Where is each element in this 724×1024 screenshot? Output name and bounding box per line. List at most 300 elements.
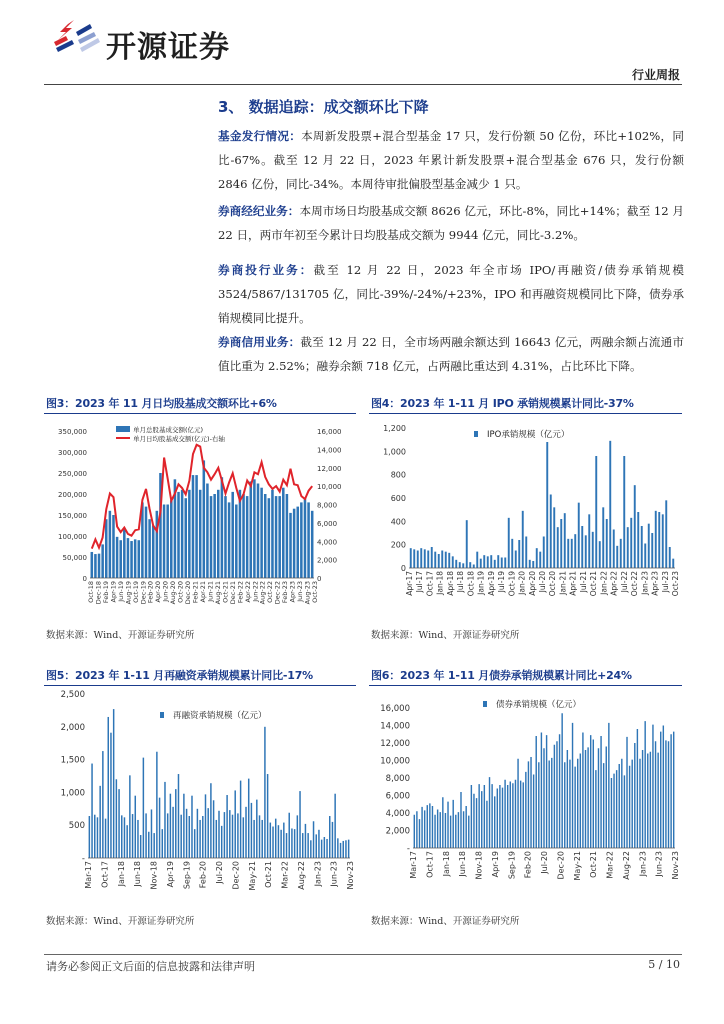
x-tick-label: Feb-20 — [198, 861, 208, 889]
bar — [672, 559, 674, 568]
bar — [574, 534, 576, 568]
bar — [599, 541, 601, 568]
y-tick-label: 100,000 — [58, 533, 87, 541]
x-tick-label: Jan-23 — [638, 851, 648, 877]
paragraph-body: 本周市场日均股基成交额 8626 亿元，环比-8%，同比+14%；截至 12 月 22 日，两市年初至今累计日均股基成交额为 9944 亿元，同比-3.2%。 — [218, 204, 684, 242]
bar — [543, 537, 545, 569]
paragraph-brokerage — [218, 199, 684, 247]
bar — [307, 833, 308, 858]
y2-tick-label: 10,000 — [317, 483, 342, 492]
y-tick-label: 1,200 — [383, 424, 406, 433]
bar — [532, 561, 534, 568]
y-tick-label: 2,500 — [60, 690, 85, 700]
y-tick-label: 10,000 — [380, 756, 410, 767]
legend-bar-swatch — [474, 431, 478, 437]
bar — [237, 813, 238, 858]
bar — [156, 511, 159, 578]
x-tick-label: Oct-17 — [425, 851, 435, 878]
bar — [116, 537, 119, 578]
bar — [670, 734, 671, 848]
bar — [202, 816, 203, 858]
bar — [551, 758, 552, 848]
bar — [289, 513, 292, 578]
bar — [569, 760, 570, 848]
bar — [311, 511, 314, 578]
y2-tick-label: 6,000 — [317, 519, 338, 528]
bar — [224, 812, 225, 858]
bar — [175, 789, 176, 858]
bar — [455, 560, 457, 568]
bar — [447, 802, 448, 848]
fig5-chart — [44, 688, 362, 898]
y-tick-label: 4,000 — [385, 809, 410, 819]
bar — [571, 539, 573, 568]
y-tick-label: 250,000 — [58, 470, 87, 478]
bar — [305, 824, 306, 858]
bar — [440, 812, 441, 848]
bar — [515, 780, 516, 848]
bar — [494, 560, 496, 568]
bar — [480, 559, 482, 568]
fig6-chart — [369, 688, 682, 898]
x-tick-label: Jul-20 — [540, 851, 549, 874]
bar — [280, 830, 281, 858]
y2-tick-label: 2,000 — [317, 556, 338, 565]
x-tick-label: Feb-23 — [281, 581, 290, 604]
bar — [528, 761, 529, 848]
bar — [437, 810, 438, 849]
bar — [504, 558, 506, 569]
bar — [116, 779, 117, 858]
bar — [510, 782, 511, 849]
bar — [94, 815, 95, 858]
bar — [239, 490, 242, 578]
bar — [235, 505, 238, 579]
x-tick-label: Mar-22 — [605, 851, 615, 879]
bar — [630, 518, 632, 568]
bar — [192, 475, 195, 578]
paragraph-lead: 基金发行情况： — [218, 129, 302, 143]
bar — [270, 823, 271, 858]
bar — [334, 794, 335, 858]
x-tick-label: Jun-20 — [161, 581, 170, 602]
bar — [113, 709, 114, 858]
bar — [499, 785, 500, 848]
x-tick-label: Jan-18 — [441, 851, 451, 877]
bar — [172, 807, 173, 858]
fig4-chart — [369, 416, 682, 614]
bar — [501, 558, 503, 569]
bar — [445, 552, 447, 568]
x-tick-label: Jun-23 — [296, 581, 305, 602]
bar — [462, 563, 464, 568]
bar — [442, 797, 443, 848]
paragraph-lead: 券商经纪业务： — [218, 204, 300, 218]
bar — [91, 764, 92, 858]
bar — [431, 547, 433, 568]
x-tick-label: Jan-23 — [313, 861, 323, 887]
y2-tick-label: 12,000 — [317, 464, 342, 473]
bar — [466, 520, 468, 568]
x-tick-label: Oct-21 — [264, 861, 274, 888]
x-tick-label: Oct-21 — [221, 581, 230, 603]
bar — [166, 505, 169, 579]
bar — [275, 496, 278, 578]
x-tick-label: Aug-20 — [169, 581, 178, 605]
bar — [489, 777, 490, 848]
bar — [572, 723, 573, 848]
bar — [340, 843, 341, 858]
x-tick-label: Aug-22 — [296, 861, 306, 890]
bar — [460, 792, 461, 848]
bar — [271, 490, 274, 578]
bar — [476, 798, 477, 848]
bar — [629, 766, 630, 848]
bar — [536, 736, 537, 848]
bar — [581, 526, 583, 568]
bar — [626, 737, 627, 848]
bar — [523, 782, 524, 848]
bar — [345, 840, 346, 858]
bar — [189, 816, 190, 858]
x-tick-label: Jul-17 — [415, 571, 425, 593]
bar — [286, 833, 287, 858]
bar — [216, 820, 217, 858]
bar — [221, 826, 222, 858]
bar — [429, 803, 430, 848]
bar — [191, 796, 192, 858]
bar — [665, 740, 666, 848]
bar — [302, 833, 303, 858]
paragraph-investment-banking — [218, 258, 684, 330]
bar — [210, 783, 211, 858]
bar — [657, 753, 658, 848]
bar — [673, 732, 674, 848]
bar — [621, 759, 622, 848]
bar — [578, 503, 580, 568]
bar — [124, 817, 125, 858]
bar — [647, 754, 648, 849]
bar — [195, 475, 198, 578]
bar — [539, 552, 541, 568]
x-tick-label: Dec-18 — [94, 581, 103, 605]
bar — [259, 815, 260, 858]
x-tick-label: Apr-21 — [199, 581, 207, 603]
y-tick-label: 400 — [390, 517, 406, 527]
x-tick-label: Jul-23 — [660, 571, 670, 593]
x-tick-label: Apr-22 — [243, 581, 252, 603]
bar — [119, 540, 122, 578]
header-divider — [44, 84, 682, 85]
bar — [129, 775, 130, 858]
bar — [652, 725, 653, 848]
bar — [205, 794, 206, 858]
x-tick-label: Oct-23 — [311, 581, 319, 603]
bar — [110, 733, 111, 858]
y-tick-label: 500 — [68, 821, 85, 832]
legend-label: 单月日均股基成交额(亿元)-右轴 — [133, 435, 225, 443]
bar — [329, 816, 330, 858]
bar — [623, 456, 625, 568]
bar — [577, 759, 578, 848]
x-tick-label: Jan-23 — [640, 571, 650, 595]
bar — [199, 490, 202, 578]
x-tick-label: Jun-18 — [458, 851, 468, 877]
paragraph-fund-issuance — [218, 124, 684, 196]
legend-label: 再融资承销规模（亿元） — [173, 711, 267, 721]
bar — [419, 819, 420, 848]
bar — [324, 837, 325, 858]
x-tick-label: Jun-23 — [329, 861, 339, 887]
bar — [291, 828, 292, 858]
bar — [593, 740, 594, 849]
bar — [608, 723, 609, 848]
bar — [448, 553, 450, 568]
bar — [217, 490, 220, 578]
bar — [639, 759, 640, 848]
x-tick-label: Feb-20 — [146, 581, 155, 604]
bar — [264, 727, 265, 858]
bar — [637, 729, 638, 848]
bar — [651, 533, 653, 568]
bar — [232, 815, 233, 858]
x-tick-label: Jul-20 — [538, 571, 547, 593]
bar — [148, 519, 151, 578]
bar — [554, 745, 555, 848]
bar — [655, 741, 656, 848]
bar — [127, 538, 130, 578]
y-tick-label: 600 — [390, 494, 406, 503]
paragraph-body: 截至 12 月 22 日，2023 年全市场 IPO/再融资/债券承销规模 3524/5867/131705 亿，同比-39%/-24%/+23%，IPO 和再融资规模同比下降，债券承销规模同比提升。 — [218, 263, 684, 325]
x-tick-label: Apr-19 — [486, 571, 496, 596]
bar — [648, 524, 650, 568]
bar — [557, 527, 559, 568]
fig5-title: 图5：2023 年 1-11 月再融资承销规模累计同比-17% — [46, 669, 313, 682]
bar — [533, 775, 534, 849]
bar — [245, 807, 246, 858]
bar — [256, 800, 257, 858]
bar — [178, 774, 179, 858]
bar — [163, 505, 166, 579]
y2-tick-label: 14,000 — [317, 446, 342, 455]
x-tick-label: Jul-20 — [215, 861, 224, 884]
bar — [660, 732, 661, 848]
bar — [530, 757, 531, 848]
x-tick-label: Dec-22 — [273, 581, 282, 605]
bar — [250, 481, 253, 578]
bar — [246, 496, 249, 578]
x-tick-label: Aug-22 — [258, 581, 267, 605]
bar — [434, 815, 435, 848]
fig6-title: 图6：2023 年 1-11 月债券承销规模累计同比+24% — [371, 669, 632, 682]
x-tick-label: Oct-18 — [466, 571, 476, 597]
bar — [199, 820, 200, 858]
bar — [613, 530, 615, 569]
bar — [483, 555, 485, 568]
bar — [515, 551, 517, 569]
bar — [616, 546, 618, 568]
bar — [218, 811, 219, 858]
bar — [609, 441, 611, 568]
bar — [458, 812, 459, 848]
bar — [156, 752, 157, 858]
bar — [427, 551, 429, 569]
bar — [228, 502, 231, 578]
bar — [417, 551, 419, 569]
bar — [525, 772, 526, 848]
x-tick-label: Nov-23 — [671, 851, 680, 880]
x-tick-label: Apr-17 — [405, 571, 414, 596]
x-tick-label: Feb-19 — [101, 581, 110, 604]
bar — [613, 774, 614, 848]
bar — [432, 806, 433, 848]
bar — [655, 511, 657, 568]
bar — [243, 817, 244, 858]
x-tick-label: Oct-19 — [507, 571, 517, 597]
bar — [420, 548, 422, 568]
bar — [561, 713, 562, 848]
bar — [321, 840, 322, 858]
x-tick-label: Oct-19 — [131, 581, 140, 603]
bar — [180, 815, 181, 858]
x-tick-label: Apr-20 — [527, 571, 537, 596]
fig5-source: 数据来源：Wind、开源证券研究所 — [46, 916, 195, 927]
y-tick-label: 200 — [390, 540, 406, 550]
bar — [550, 495, 552, 569]
bar — [159, 798, 160, 858]
x-tick-label: Aug-19 — [124, 581, 133, 605]
bar — [132, 814, 133, 858]
y-tick-label: 0 — [400, 564, 406, 573]
x-tick-label: Feb-22 — [236, 581, 245, 604]
bar — [89, 816, 90, 858]
bar — [620, 539, 622, 568]
bar — [203, 460, 206, 578]
bar — [170, 794, 171, 858]
x-tick-label: Apr-19 — [109, 581, 118, 603]
x-tick-label: Oct-21 — [589, 851, 599, 878]
x-tick-label: Dec-19 — [139, 581, 148, 605]
bar — [669, 547, 671, 568]
bar — [170, 500, 173, 578]
bar — [135, 796, 136, 858]
bar — [268, 498, 271, 578]
y-tick-label: 300,000 — [58, 449, 87, 457]
bar — [126, 825, 127, 858]
x-tick-label: Nov-18 — [149, 861, 159, 890]
bar — [543, 748, 544, 848]
x-tick-label: Aug-21 — [213, 581, 222, 605]
x-tick-label: Jul-18 — [456, 571, 466, 593]
x-tick-label: Sep-19 — [507, 851, 517, 880]
bar — [606, 519, 608, 568]
y2-tick-label: 8,000 — [317, 501, 338, 510]
bar — [497, 555, 499, 568]
bar — [261, 820, 262, 858]
bar — [559, 734, 560, 848]
x-tick-label: Mar-17 — [84, 861, 93, 889]
bar — [138, 540, 141, 578]
paragraph-lead: 券商信用业务： — [218, 335, 301, 349]
bar — [611, 778, 612, 848]
bar — [590, 735, 591, 848]
bar — [299, 791, 300, 858]
x-tick-label: Oct-22 — [630, 571, 640, 597]
bar — [585, 750, 586, 848]
bar — [143, 758, 144, 858]
bar — [487, 556, 489, 568]
bar — [463, 811, 464, 848]
bar — [634, 743, 635, 848]
bar — [459, 562, 461, 568]
y-tick-label: 2,000 — [60, 722, 85, 733]
bar — [91, 552, 94, 578]
bar — [134, 539, 137, 578]
x-tick-label: Jun-23 — [654, 851, 664, 877]
bar — [598, 748, 599, 848]
x-tick-label: Jan-22 — [599, 571, 609, 595]
bar — [529, 560, 531, 568]
bar — [283, 823, 284, 858]
y-tick-label: 200,000 — [58, 491, 87, 499]
bar — [348, 840, 349, 858]
bar — [278, 496, 281, 578]
bar — [452, 800, 453, 848]
y-tick-label: 50,000 — [62, 554, 87, 562]
bar — [567, 750, 568, 848]
bar — [567, 539, 569, 568]
x-tick-label: Jan-21 — [558, 571, 568, 595]
bar — [471, 785, 472, 848]
bar — [595, 770, 596, 848]
x-tick-label: Dec-20 — [231, 861, 241, 890]
bar — [663, 726, 664, 849]
x-tick-label: Oct-22 — [266, 581, 275, 603]
bar — [624, 775, 625, 848]
y-tick-label: 0 — [82, 575, 87, 583]
bar — [490, 555, 492, 568]
x-tick-label: Feb-21 — [191, 581, 200, 604]
bar — [94, 554, 97, 578]
bar — [105, 819, 106, 858]
bar — [508, 518, 510, 568]
bar — [177, 492, 180, 578]
bar — [536, 548, 538, 568]
bar — [644, 721, 645, 848]
bar — [313, 821, 314, 858]
bar — [242, 494, 245, 578]
bar — [602, 507, 604, 568]
fig4-source: 数据来源：Wind、开源证券研究所 — [371, 630, 520, 641]
bar — [109, 511, 112, 578]
bar — [326, 839, 327, 858]
x-tick-label: Sep-19 — [182, 861, 192, 890]
bar — [318, 830, 319, 858]
bar — [484, 785, 485, 848]
bar — [468, 816, 469, 848]
bar — [162, 829, 163, 858]
fig4-title: 图4：2023 年 1-11 月 IPO 承销规模累计同比-37% — [371, 397, 634, 410]
bar — [541, 733, 542, 849]
bar — [148, 832, 149, 858]
bar — [445, 813, 446, 848]
bar — [112, 515, 115, 578]
bar — [296, 507, 299, 578]
bar — [585, 535, 587, 568]
fig3-chart — [44, 416, 362, 614]
y-tick-label: 12,000 — [380, 739, 410, 749]
x-tick-label: Jun-19 — [116, 581, 125, 602]
